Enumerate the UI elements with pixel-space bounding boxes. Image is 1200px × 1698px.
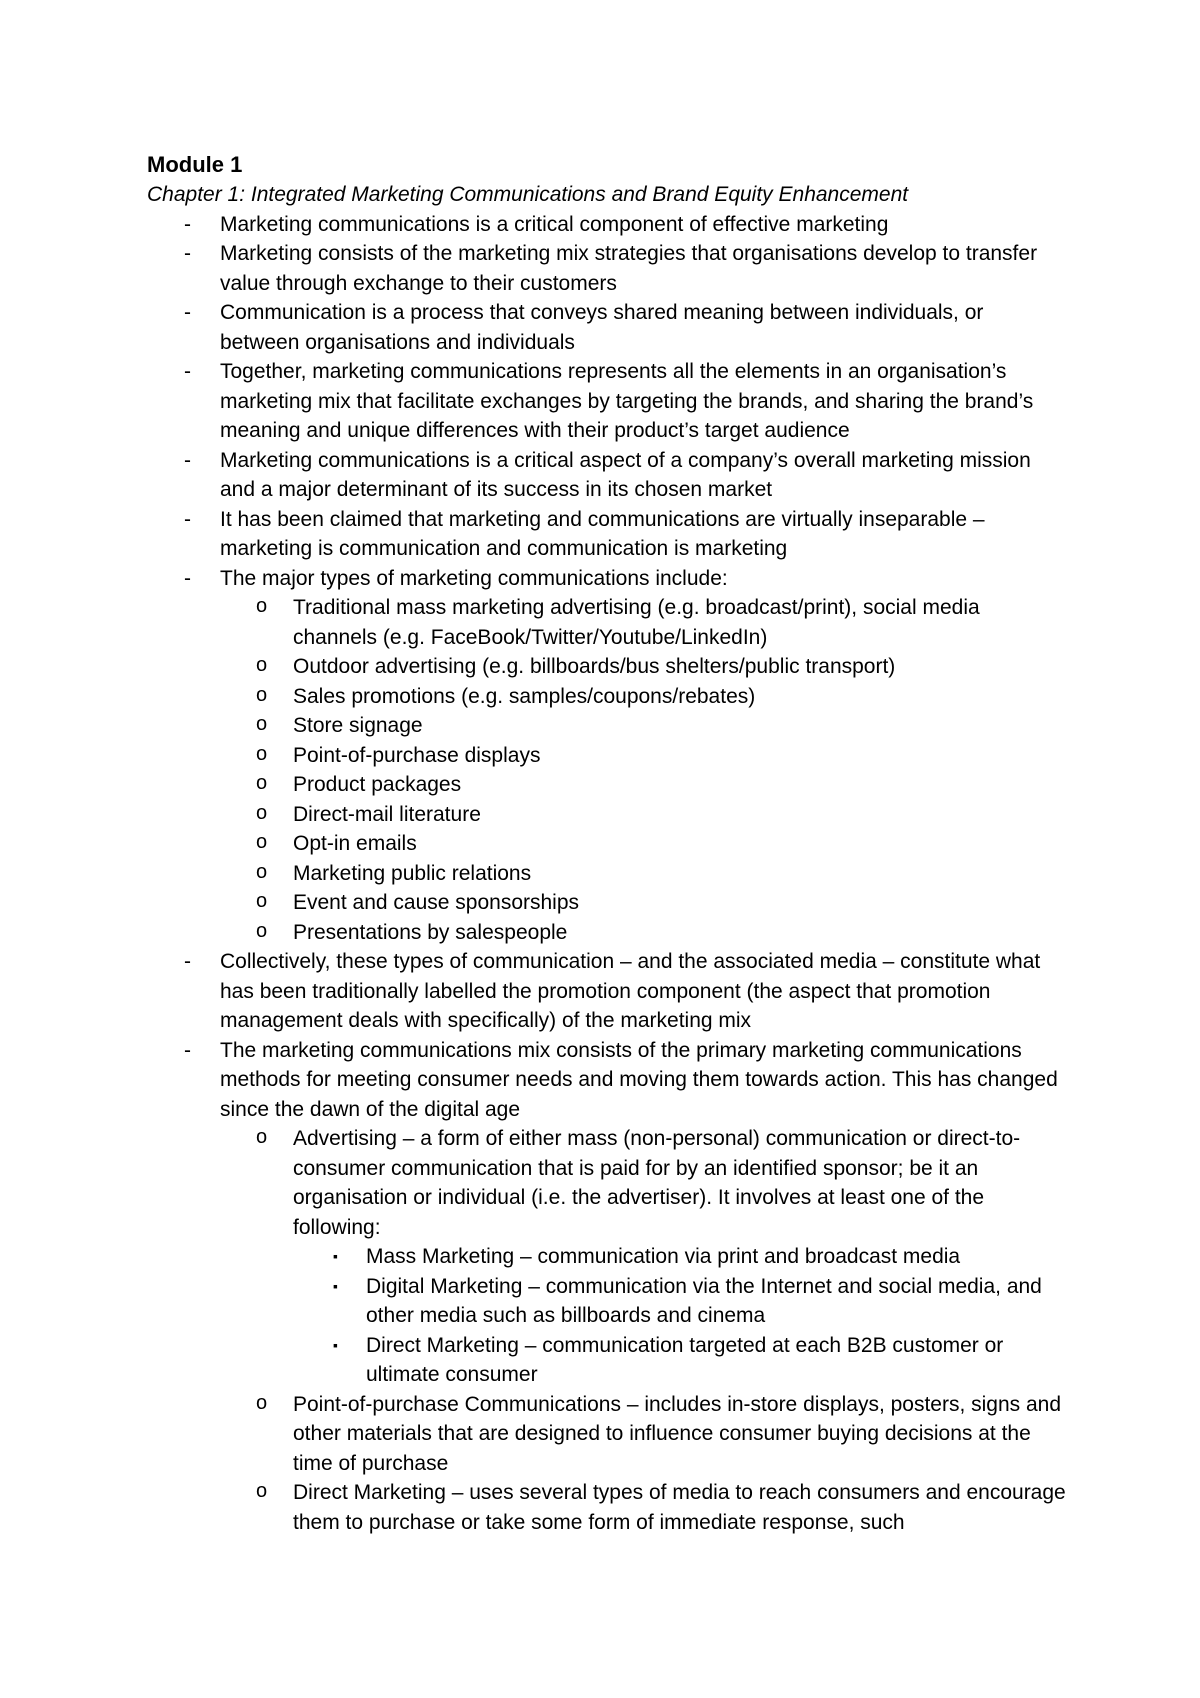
sub-bullet-item [220, 829, 1067, 859]
sub-bullet-text: Presentations by salespeople [293, 920, 568, 944]
dash-bullet-marker: - [184, 507, 191, 531]
bullet-list [147, 210, 1067, 1538]
square-bullet-marker: ▪ [333, 1336, 338, 1353]
types-sublist [220, 593, 1067, 947]
bullet-text: It has been claimed that marketing and communications are virtually inseparable – marketing is communication and communication is marketing [220, 507, 985, 560]
bullet-text: Marketing communications is a critical aspect of a company’s overall marketing mission and a major determinant of its success in its chosen market [220, 448, 1031, 501]
sub-bullet-item [220, 770, 1067, 800]
circle-bullet-marker: o [256, 1126, 268, 1148]
bullet-item [147, 947, 1067, 1036]
bullet-text: The major types of marketing communications include: [220, 566, 728, 590]
sub-bullet-item [220, 1390, 1067, 1479]
sub-bullet-text: Store signage [293, 714, 423, 737]
dash-bullet-marker: - [184, 950, 191, 973]
sub-bullet-text: Sales promotions (e.g. samples/coupons/rebates) [293, 684, 756, 708]
bullet-text: The marketing communications mix consists of the primary marketing communications methods for meeting consumer needs and moving them towards action. This has changed since the dawn of the digital age [220, 1038, 1058, 1121]
dash-bullet-marker: - [184, 212, 191, 236]
circle-bullet-marker: o [256, 713, 268, 735]
bullet-text: Together, marketing communications represents all the elements in an organisation’s marketing mix that facilitate exchanges by targeting the brands, and sharing the brand’s meaning and unique differences with their product’s target audience [220, 360, 1034, 442]
bullet-text: Marketing consists of the marketing mix strategies that organisations develop to transfer value through exchange to their customers [220, 242, 1038, 295]
circle-bullet-marker: o [256, 742, 268, 765]
circle-bullet-marker: o [256, 772, 268, 794]
sub-sub-bullet-item [293, 1242, 1067, 1272]
sub-sub-bullet-text: Mass Marketing – communication via print and broadcast media [366, 1245, 961, 1268]
advertising-types-sublist [293, 1242, 1067, 1390]
circle-bullet-marker: o [256, 683, 268, 706]
sub-sub-bullet-item [293, 1331, 1067, 1390]
sub-bullet-item [220, 1478, 1067, 1537]
bullet-item [147, 239, 1067, 298]
circle-bullet-marker: o [256, 595, 268, 617]
dash-bullet-marker: - [184, 448, 191, 472]
bullet-text: Communication is a process that conveys shared meaning between individuals, or between organisations and individuals [220, 301, 984, 354]
sub-bullet-text: Traditional mass marketing advertising (e.g. broadcast/print), social media channels (e.g. FaceBook/Twitter/Youtube/LinkedIn) [293, 596, 980, 649]
mix-methods-sublist [220, 1124, 1067, 1537]
sub-bullet-item [220, 741, 1067, 771]
sub-bullet-item [220, 652, 1067, 682]
circle-bullet-marker: o [256, 919, 268, 942]
sub-bullet-text: Outdoor advertising (e.g. billboards/bus shelters/public transport) [293, 655, 896, 678]
dash-bullet-marker: - [184, 360, 191, 383]
sub-bullet-item [220, 859, 1067, 889]
sub-bullet-text: Product packages [293, 773, 462, 796]
bullet-item [147, 210, 1067, 240]
bullet-item [147, 564, 1067, 948]
bullet-text: Collectively, these types of communication – and the associated media – constitute what has been traditionally labelled the promotion component (the aspect that promotion management deals with specifically) of the marketing mix [220, 950, 1041, 1032]
bullet-text: Marketing communications is a critical component of effective marketing [220, 212, 889, 236]
sub-sub-bullet-text: Digital Marketing – communication via the Internet and social media, and other media such as billboards and cinema [366, 1274, 1042, 1327]
bullet-item [147, 505, 1067, 564]
dash-bullet-marker: - [184, 242, 191, 265]
sub-sub-bullet-text: Direct Marketing – communication targeted at each B2B customer or ultimate consumer [366, 1333, 1004, 1386]
module-title: Module 1 [147, 152, 243, 177]
sub-bullet-item [220, 711, 1067, 741]
sub-bullet-text: Point-of-purchase displays [293, 743, 541, 767]
dash-bullet-marker: - [184, 301, 191, 324]
sub-bullet-text: Event and cause sponsorships [293, 891, 580, 914]
dash-bullet-marker: - [184, 1038, 191, 1062]
dash-bullet-marker: - [184, 566, 191, 590]
circle-bullet-marker: o [256, 654, 268, 676]
circle-bullet-marker: o [256, 890, 268, 912]
sub-bullet-item [220, 888, 1067, 918]
bullet-item [147, 446, 1067, 505]
bullet-item [147, 1036, 1067, 1538]
sub-bullet-text: Opt-in emails [293, 832, 417, 855]
sub-bullet-item [220, 800, 1067, 830]
sub-bullet-item [220, 1124, 1067, 1390]
square-bullet-marker: ▪ [333, 1277, 338, 1294]
document-body [147, 150, 1067, 1537]
square-bullet-marker: ▪ [333, 1248, 338, 1264]
sub-bullet-text: Direct-mail literature [293, 802, 481, 826]
sub-bullet-text: Marketing public relations [293, 861, 532, 885]
sub-bullet-text: Point-of-purchase Communications – includes in-store displays, posters, signs and other materials that are designed to influence consumer buying decisions at the time of purchase [293, 1392, 1062, 1475]
circle-bullet-marker: o [256, 860, 268, 883]
sub-bullet-item [220, 682, 1067, 712]
sub-sub-bullet-item [293, 1272, 1067, 1331]
circle-bullet-marker: o [256, 1391, 268, 1414]
bullet-item [147, 357, 1067, 446]
chapter-title: Chapter 1: Integrated Marketing Communications and Brand Equity Enhancement [147, 183, 909, 206]
sub-bullet-text: Direct Marketing – uses several types of media to reach consumers and encourage them to purchase or take some form of immediate response, such [293, 1481, 1066, 1534]
sub-bullet-item [220, 593, 1067, 652]
circle-bullet-marker: o [256, 1480, 268, 1502]
bullet-item [147, 298, 1067, 357]
circle-bullet-marker: o [256, 801, 268, 824]
sub-bullet-text: Advertising – a form of either mass (non-personal) communication or direct-to-consumer communication that is paid for by an identified sponsor; be it an organisation or individual (i.e. the advertiser). It involves at least one of the following: [293, 1127, 1021, 1239]
sub-bullet-item [220, 918, 1067, 948]
circle-bullet-marker: o [256, 831, 268, 853]
